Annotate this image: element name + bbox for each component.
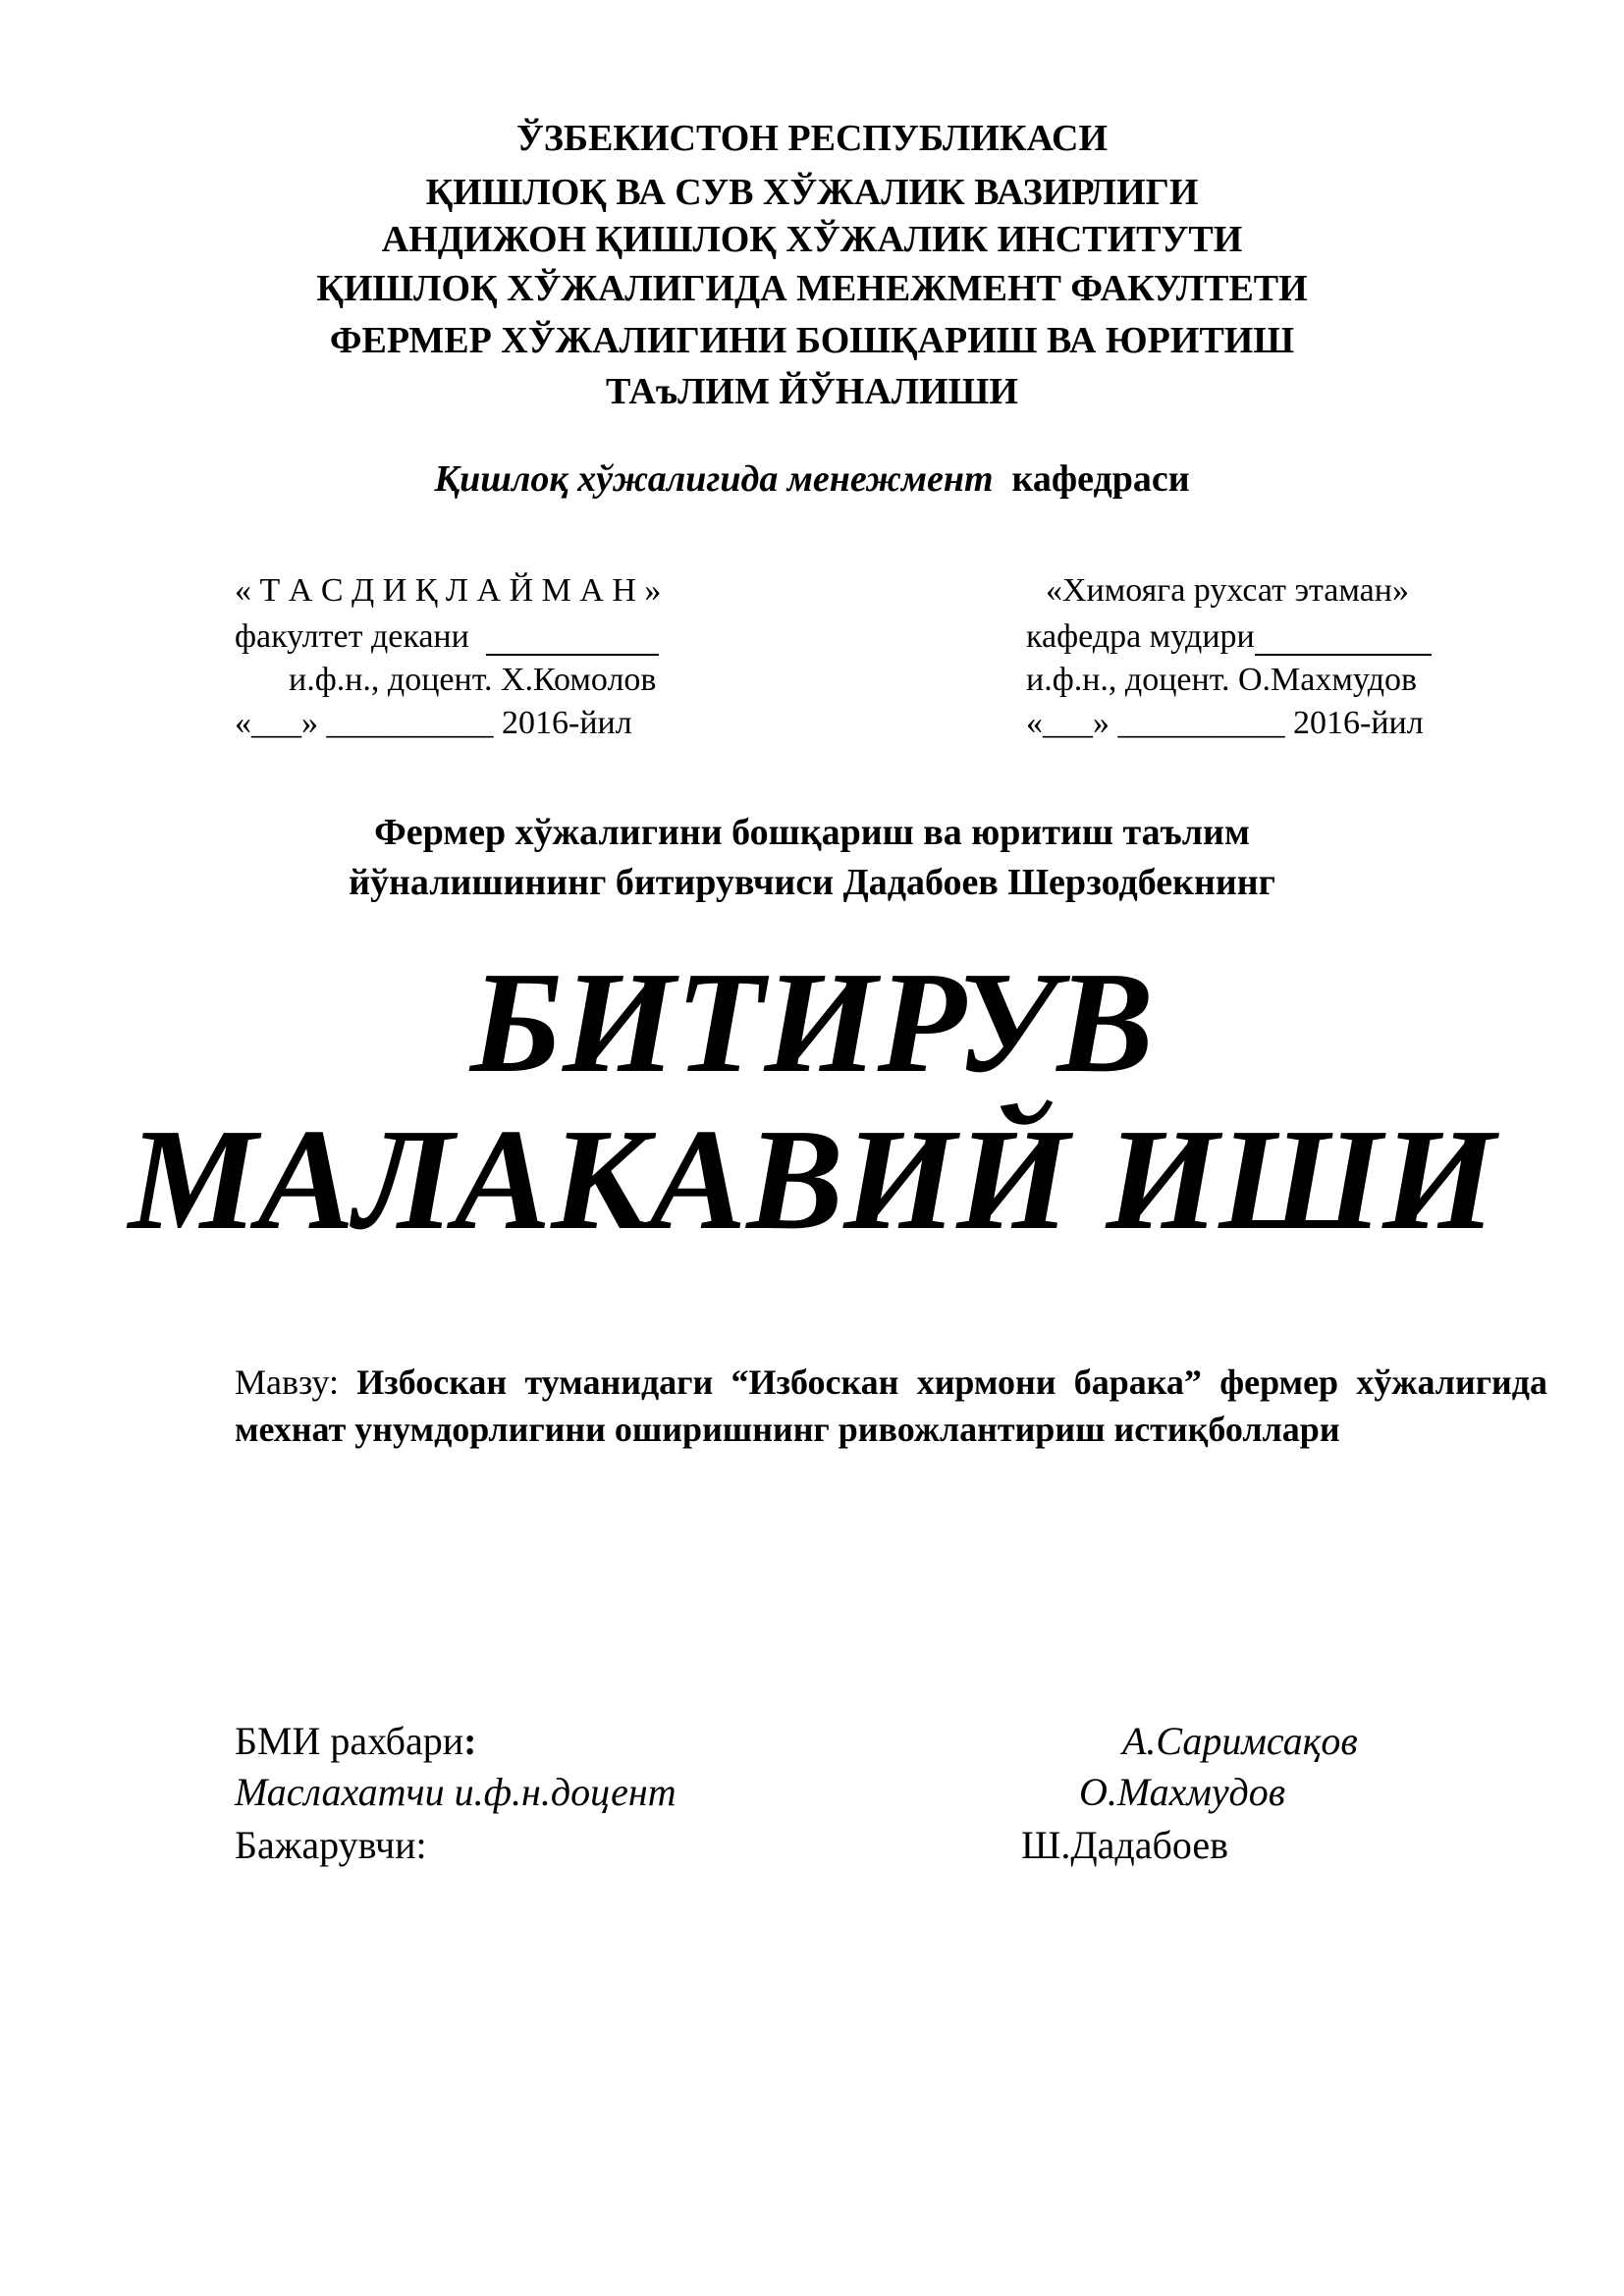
approve-left-date-row — [235, 707, 632, 740]
header-program: ФЕРМЕР ХЎЖАЛИГИНИ БОШҚАРИШ ВА ЮРИТИШ — [329, 320, 1295, 361]
approve-right-date-row — [1026, 707, 1424, 740]
approve-right-year: 2016-йил — [1293, 705, 1424, 741]
approve-right-role: кафедра мудири — [1026, 618, 1255, 655]
header-ministry: ҚИШЛОҚ ВА СУВ ХЎЖАЛИК ВАЗИРЛИГИ — [425, 172, 1199, 213]
approve-left-year: 2016-йил — [502, 705, 632, 741]
approve-left-person: и.ф.н., доцент. Х.Комолов — [289, 662, 657, 698]
supervisor-colon: : — [463, 1719, 477, 1763]
department-name: Қишлоқ хўжалигида менежмент — [434, 458, 994, 500]
consultant-name: О.Махмудов — [1079, 1770, 1286, 1814]
approve-left-signature-line — [486, 620, 659, 656]
approve-left-date-month: __________ — [326, 705, 494, 741]
header-faculty: ҚИШЛОҚ ХЎЖАЛИГИДА МЕНЕЖМЕНТ ФАКУЛТЕТИ — [316, 268, 1308, 309]
executor-name: Ш.Дадабоев — [1021, 1823, 1228, 1867]
approve-left-role-row — [235, 620, 659, 656]
student-line-2: йўналишининг битирувчиси Дадабоев Шерзодбекнинг — [349, 862, 1275, 903]
supervisor-label-row — [235, 1719, 477, 1763]
approve-right-heading: «Химояга рухсат этаман» — [1046, 572, 1409, 609]
approve-right-role-row — [1026, 620, 1432, 656]
approve-right-date-day: «___» — [1026, 705, 1110, 741]
approve-right-person: и.ф.н., доцент. О.Махмудов — [1026, 662, 1418, 698]
approve-left-date-day: «___» — [235, 705, 318, 741]
topic-text: Избоскан туманидаги “Избоскан хирмони барака” фермер хўжалигида мехнат унумдорлигини оширишнинг ривожлантириш истиқболлари — [235, 1362, 1548, 1449]
header-ministry-country: ЎЗБЕКИСТОН РЕСПУБЛИКАСИ — [515, 118, 1109, 159]
approve-right-signature-line — [1255, 620, 1432, 656]
thesis-title-line-2: МАЛАКАВИЙ ИШИ — [128, 1099, 1496, 1260]
thesis-title-line-1: БИТИРУВ — [469, 942, 1155, 1103]
approve-left-heading: « Т А С Д И Қ Л А Й М А Н » — [235, 572, 662, 609]
approve-right-date-month: __________ — [1117, 705, 1285, 741]
header-program-direction: ТАъЛИМ ЙЎНАЛИШИ — [606, 371, 1018, 412]
consultant-label: Маслахатчи и.ф.н.доцент — [235, 1770, 677, 1814]
topic-block — [235, 1359, 1547, 1453]
topic-label: Мавзу: — [235, 1362, 339, 1402]
approve-left-role: факултет декани — [235, 618, 469, 655]
department-title — [0, 457, 1624, 501]
department-suffix: кафедраси — [1011, 458, 1190, 500]
header-institute: АНДИЖОН ҚИШЛОҚ ХЎЖАЛИК ИНСТИТУТИ — [381, 219, 1243, 260]
executor-label: Бажарувчи: — [235, 1823, 427, 1867]
supervisor-name: А.Саримсақов — [1122, 1719, 1358, 1763]
supervisor-label: БМИ рахбари — [235, 1719, 464, 1763]
student-line-1: Фермер хўжалигини бошқариш ва юритиш таълим — [374, 812, 1250, 853]
